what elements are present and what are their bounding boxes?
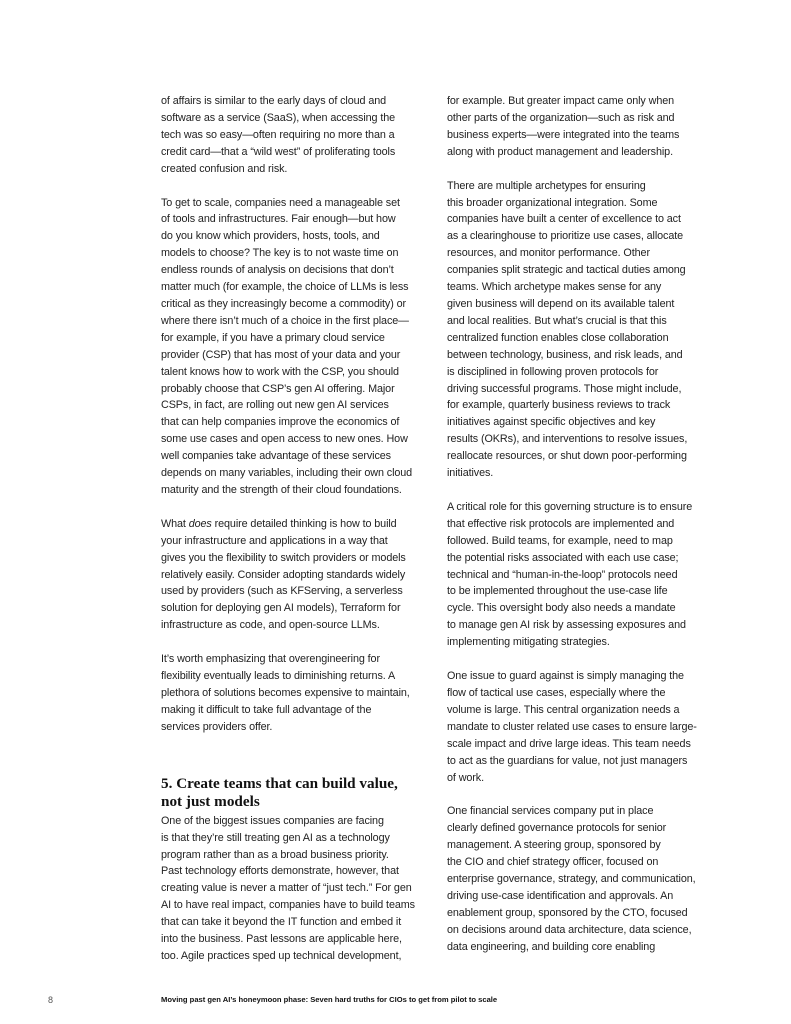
- text-line: resources, and monitor performance. Other: [447, 247, 650, 260]
- text-line: scale impact and drive large ideas. This team needs: [447, 737, 691, 750]
- paragraph: [161, 516, 436, 634]
- text-line: driving use-case identification and approvals. An: [447, 889, 674, 902]
- paragraph-rest: [161, 533, 436, 634]
- text-line: program rather than as a broad business priority.: [161, 848, 389, 861]
- text-line: technical and “human-in-the-loop” protocols need: [447, 568, 678, 581]
- text-line: to act as the guardians for value, not just managers: [447, 754, 688, 767]
- text-line: centralized function enables close collaboration: [447, 331, 669, 344]
- text-line: data engineering, and building core enabling: [447, 940, 656, 953]
- text-line: not just models: [161, 793, 260, 811]
- text-line: cycle. This oversight body also needs a mandate: [447, 602, 676, 615]
- text-line: enterprise governance, strategy, and communication,: [447, 873, 696, 886]
- text-line: the potential risks associated with each use case;: [447, 551, 679, 564]
- text-line: CSPs, in fact, are rolling out new gen AI services: [161, 399, 389, 412]
- text-line: initiatives against specific objectives and key: [447, 416, 656, 429]
- paragraph: [161, 93, 436, 178]
- text-line: that can help companies improve the economics of: [161, 416, 400, 429]
- paragraph: [447, 803, 719, 955]
- text-line: created confusion and risk.: [161, 162, 288, 175]
- text-line: reallocate resources, or shut down poor-performing: [447, 450, 687, 463]
- text-line: results (OKRs), and interventions to resolve issues,: [447, 433, 688, 446]
- text-line: driving successful programs. Those might include,: [447, 382, 682, 395]
- text-fragment: require detailed thinking is how to build: [211, 517, 397, 530]
- text-line: well companies take advantage of these services: [161, 450, 391, 463]
- text-line: for example, if you have a primary cloud service: [161, 331, 385, 344]
- text-line: Past technology efforts demonstrate, however, that: [161, 865, 399, 878]
- text-line: to be implemented throughout the use-case life: [447, 585, 668, 598]
- text-line: talent knows how to work with the CSP, you should: [161, 365, 399, 378]
- text-line: creating value is never a matter of “just tech.” For gen: [161, 882, 412, 895]
- text-line: flexibility eventually leads to diminishing returns. A: [161, 670, 396, 683]
- paragraph: [161, 813, 436, 965]
- text-line: enablement group, sponsored by the CTO, focused: [447, 906, 688, 919]
- text-line: One of the biggest issues companies are facing: [161, 814, 384, 827]
- paragraph: [161, 651, 436, 736]
- paragraph: [447, 668, 719, 786]
- text-line: probably choose that CSP’s gen AI offering. Major: [161, 382, 395, 395]
- text-line: management. A steering group, sponsored by: [447, 839, 661, 852]
- text-line: maturity and the strength of their cloud foundations.: [161, 483, 402, 496]
- text-line: AI to have real impact, companies have to build teams: [161, 899, 415, 912]
- text-line: some use cases and open access to new ones. How: [161, 433, 408, 446]
- text-line: for example. But greater impact came only when: [447, 95, 675, 107]
- text-line: of affairs is similar to the early days of cloud and: [161, 95, 387, 107]
- text-line: is disciplined in following proven protocols for: [447, 365, 659, 378]
- text-line: It’s worth emphasizing that overengineering for: [161, 653, 380, 666]
- emphasis-text: does: [188, 517, 212, 530]
- text-line: initiatives.: [447, 467, 494, 480]
- text-line: matter much (for example, the choice of LLMs is less: [161, 281, 409, 294]
- right-column: [447, 93, 719, 973]
- text-line: into the business. Past lessons are applicable here,: [161, 933, 402, 946]
- text-line: credit card—that a “wild west” of proliferating tools: [161, 145, 396, 158]
- spacer: [161, 753, 436, 775]
- text-line: business experts—were integrated into the teams: [447, 128, 680, 141]
- text-line: services providers offer.: [161, 720, 273, 733]
- text-line: endless rounds of analysis on decisions that don’t: [161, 264, 394, 277]
- text-line: software as a service (SaaS), when accessing the: [161, 111, 396, 124]
- footer-title: Moving past gen AI’s honeymoon phase: Seven hard truths for CIOs to get from pilot to scale: [161, 995, 498, 1004]
- text-line: given business will depend on its available talent: [447, 297, 675, 310]
- text-line: 5. Create teams that can build value,: [161, 774, 398, 792]
- text-line: and local realities. But what’s crucial is that this: [447, 314, 667, 327]
- text-line: too. Agile practices sped up technical development,: [161, 949, 402, 962]
- text-line: models to choose? The key is to not waste time on: [161, 247, 399, 260]
- text-line: mandate to cluster related use cases to ensure large-: [447, 720, 697, 733]
- text-line: the CIO and chief strategy officer, focused on: [447, 856, 659, 869]
- text-line: this broader organizational integration. Some: [447, 196, 658, 209]
- text-line: companies split strategic and tactical duties among: [447, 264, 686, 277]
- text-line: infrastructure as code, and open-source LLMs.: [161, 619, 380, 632]
- text-line: [161, 516, 436, 533]
- paragraph: [447, 499, 719, 651]
- text-line: depends on many variables, including their own cloud: [161, 467, 413, 480]
- text-line: solution for deploying gen AI models), Terraform for: [161, 602, 401, 615]
- text-line: as a clearinghouse to prioritize use cases, allocate: [447, 230, 684, 243]
- text-line: plethora of solutions becomes expensive to maintain,: [161, 687, 410, 699]
- text-line: There are multiple archetypes for ensuring: [447, 179, 646, 192]
- text-line: other parts of the organization—such as risk and: [447, 111, 675, 124]
- text-line: making it difficult to take full advantage of the: [161, 703, 372, 716]
- text-line: One financial services company put in place: [447, 805, 654, 818]
- text-line: flow of tactical use cases, especially where the: [447, 687, 666, 699]
- text-line: that can take it beyond the IT function and embed it: [161, 916, 402, 929]
- text-line: on decisions around data architecture, data science,: [447, 923, 692, 936]
- text-line: between technology, business, and risk leads, and: [447, 348, 683, 361]
- page-number: 8: [48, 995, 54, 1005]
- paragraph: [447, 178, 719, 482]
- text-line: of work.: [447, 771, 484, 784]
- section-heading: [161, 775, 436, 812]
- text-line: teams. Which archetype makes sense for any: [447, 281, 662, 294]
- text-line: for example, quarterly business reviews to track: [447, 399, 671, 412]
- left-column: [161, 93, 436, 982]
- text-line: followed. Build teams, for example, need to map: [447, 534, 673, 547]
- text-line: where there isn’t much of a choice in the first place—: [161, 314, 409, 327]
- text-line: One issue to guard against is simply managing the: [447, 670, 684, 683]
- text-line: gives you the flexibility to switch providers or models: [161, 551, 406, 564]
- text-line: tech was so easy—often requiring no more than a: [161, 128, 395, 141]
- text-line: your infrastructure and applications in a way that: [161, 534, 388, 547]
- text-line: of tools and infrastructures. Fair enough—but how: [161, 213, 396, 226]
- text-line: that effective risk protocols are implemented and: [447, 517, 675, 530]
- text-line: is that they’re still treating gen AI as a technology: [161, 831, 390, 844]
- text-line: critical as they increasingly become a commodity) or: [161, 297, 407, 310]
- text-line: To get to scale, companies need a manageable set: [161, 196, 400, 209]
- text-line: to manage gen AI risk by assessing exposures and: [447, 619, 686, 632]
- text-line: companies have built a center of excellence to act: [447, 213, 681, 226]
- paragraph: [447, 93, 719, 161]
- text-line: used by providers (such as KFServing, a serverless: [161, 585, 403, 598]
- text-line: volume is large. This central organization needs a: [447, 703, 680, 716]
- text-line: provider (CSP) that has most of your data and your: [161, 348, 401, 361]
- text-line: clearly defined governance protocols for senior: [447, 822, 667, 835]
- paragraph: [161, 195, 436, 499]
- text-line: implementing mitigating strategies.: [447, 636, 610, 649]
- text-line: relatively easily. Consider adopting standards widely: [161, 568, 406, 581]
- text-line: along with product management and leadership.: [447, 145, 673, 158]
- text-line: do you know which providers, hosts, tools, and: [161, 230, 380, 243]
- text-line: A critical role for this governing structure is to ensure: [447, 500, 693, 513]
- text-fragment: What: [161, 517, 189, 530]
